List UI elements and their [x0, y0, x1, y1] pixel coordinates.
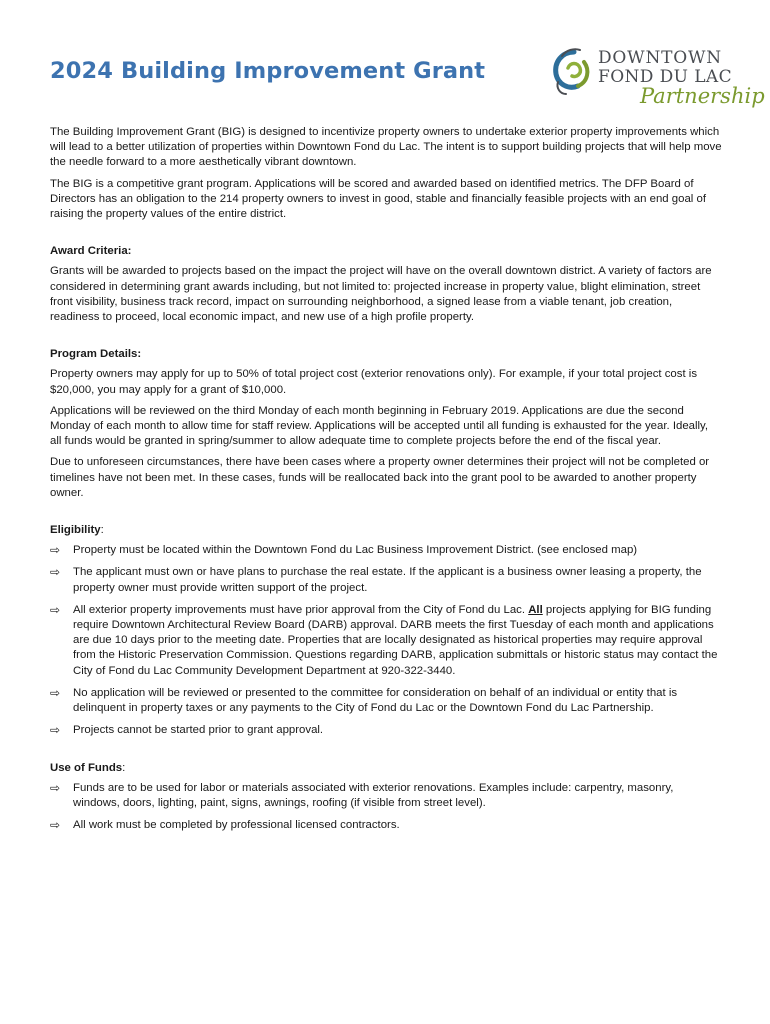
- list-item: [50, 781, 722, 811]
- program-paragraph: Due to unforeseen circumstances, there have been cases where a property owner determines their project will not be completed or timelines have not been met. In these cases, funds will be reallocated back into the grant pool to be awarded to another property owner.: [50, 456, 710, 499]
- program-paragraph: Property owners may apply for up to 50% of total project cost (exterior renovations only). For example, if your total project cost is $20,000, you may apply for a grant of $10,000.: [50, 368, 698, 396]
- dfp-logo: [548, 44, 765, 124]
- eligibility-list: [50, 543, 722, 738]
- arrow-bullet-icon: ⇨: [50, 685, 61, 700]
- logo-line-partnership: Partnership: [640, 84, 765, 108]
- arrow-bullet-icon: ⇨: [50, 818, 61, 833]
- award-criteria-text: Grants will be awarded to projects based on the impact the project will have on the overall downtown district. A variety of factors are considered in determining grant awards including, but not limited to: projected increase in property value, blight elimination, street front visibility, business track record, impact on surrounding neighborhood, a signed lease from a viable tenant, job creation, readiness to proceed, local economic impact, and new use of a high profile property.: [50, 265, 712, 324]
- list-item-text-before: All exterior property improvements must have prior approval from the City of Fond du Lac.: [73, 603, 529, 616]
- list-item-text: [73, 604, 717, 677]
- list-item: [50, 603, 722, 679]
- list-item-text: Funds are to be used for labor or materials associated with exterior renovations. Examples include: carpentry, masonry, windows, doors, lighting, paint, signs, awnings, roofing (if visible from street level).: [73, 781, 674, 809]
- list-item-text: All work must be completed by professional licensed contractors.: [73, 819, 400, 832]
- list-item: [50, 543, 722, 558]
- award-criteria-heading: Award Criteria:: [50, 245, 132, 258]
- use-of-funds-heading-text: Use of Funds: [50, 761, 123, 774]
- arrow-bullet-icon: ⇨: [50, 602, 61, 617]
- list-item-text: Projects cannot be started prior to grant approval.: [73, 724, 324, 737]
- page-title: 2024 Building Improvement Grant: [50, 58, 486, 84]
- list-item: [50, 565, 722, 595]
- intro-paragraph: The Building Improvement Grant (BIG) is designed to incentivize property owners to undertake exterior property improvements which will lead to a better utilization of properties within Downtown Fond du Lac. The intent is to support building projects that will help move the needle forward to a more aesthetically vibrant downtown.: [50, 126, 722, 169]
- document-body: [50, 125, 722, 840]
- list-item-text: No application will be reviewed or presented to the committee for consideration on behalf of an individual or entity that is delinquent in property taxes or any payments to the City of Fond du Lac or the Downtown Fond du Lac Partnership.: [73, 686, 678, 715]
- program-details-heading: Program Details:: [50, 348, 142, 361]
- logo-line-downtown: DOWNTOWN: [598, 48, 722, 68]
- use-of-funds-heading-colon: :: [122, 761, 126, 774]
- arrow-bullet-icon: ⇨: [50, 723, 61, 738]
- emphasis-all: All: [528, 603, 543, 616]
- eligibility-heading-colon: :: [100, 524, 104, 537]
- arrow-bullet-icon: ⇨: [50, 543, 61, 558]
- arrow-bullet-icon: ⇨: [50, 780, 61, 795]
- list-item-text: Property must be located within the Downtown Fond du Lac Business Improvement District. (see enclosed map): [73, 544, 638, 557]
- logo-line-fond-du-lac: FOND DU LAC: [598, 67, 732, 87]
- eligibility-heading-text: Eligibility: [50, 524, 101, 537]
- list-item-text: The applicant must own or have plans to purchase the real estate. If the applicant is a business owner leasing a property, the property owner must provide written support of the project.: [73, 566, 702, 594]
- use-of-funds-list: [50, 781, 722, 834]
- use-of-funds-heading: [50, 761, 722, 776]
- eligibility-heading: [50, 523, 722, 538]
- list-item-text-after: projects applying for BIG funding require Downtown Architectural Review Board (DARB) approval. DARB meets the first Tuesday of each month and applications are due 10 days prior to the meeting date. Properties that are locally designated as historical properties may require approval from the Historic Preservation Commission. Questions regarding DARB, application submittals or historic status may contact the City of Fond du Lac Community Development Department at 920-322-3440.: [73, 603, 718, 677]
- list-item: [50, 686, 722, 716]
- intro-paragraph: The BIG is a competitive grant program. Applications will be scored and awarded based on identified metrics. The DFP Board of Directors has an obligation to the 214 property owners to invest in good, stable and financially feasible projects with an end goal of raising the property values of the entire district.: [50, 177, 706, 221]
- swirl-logo-icon: [548, 46, 596, 98]
- program-paragraph: Applications will be reviewed on the third Monday of each month beginning in February 2019. Applications are due the second Monday of each month to allow time for staff review. Applications will be accepted until all funding is exhausted for the year. Ideally, all funds would be granted in spring/summer to allow adequate time to complete projects before the end of the fiscal year.: [50, 404, 709, 448]
- arrow-bullet-icon: ⇨: [50, 565, 61, 580]
- list-item: [50, 723, 722, 738]
- list-item: [50, 818, 722, 833]
